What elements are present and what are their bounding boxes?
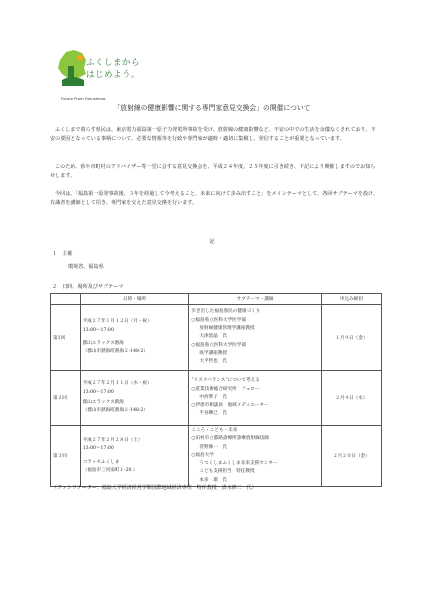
subtheme-title: こころ・こども・未来 (191, 427, 238, 433)
session-time: 13:00～17:00 (82, 446, 114, 452)
session-deadline: ２月２０日（金） (321, 426, 381, 487)
speaker-org: ○田村市立都路診療所診療放射線技師 (191, 436, 269, 442)
session-venue-address: （郡山市熱海町熱海２-148-2） (82, 408, 149, 414)
speaker-title: 疫学講座教授 (199, 350, 227, 356)
table-row (51, 426, 382, 487)
session-venue: 郡山ユラックス熱海 (82, 400, 124, 405)
session-subtheme (189, 426, 321, 487)
speaker-org: ○福島県立医科大学医学部 (191, 342, 246, 348)
session-subtheme (189, 371, 321, 426)
session-datetime-venue (80, 305, 189, 371)
session-time: 13:00～17:00 (82, 389, 114, 395)
facilitator-note: （ファシリテーター：福島大学経済経営学類国際地域経済専攻 特任教授 清水修二 氏） (52, 485, 257, 491)
fukushima-logo (56, 44, 166, 104)
session-label: 第３回 (51, 426, 81, 487)
section-schedule-heading: ２ 日時、場所及びサブテーマ (52, 284, 124, 290)
logo-text-line1: ふくしまから (86, 58, 141, 68)
session-label: 第２回 (51, 371, 81, 426)
logo-text-line2: はじめよう。 (86, 70, 141, 80)
table-row (51, 305, 382, 371)
session-datetime-venue (80, 426, 189, 487)
speaker-org: ○伊達市相談員 地域メディエーター (191, 403, 269, 409)
session-venue: 郡山ユラックス熱海 (82, 341, 124, 346)
speaker-org: ○福島大学 (191, 452, 214, 458)
session-date: 平成２７年１月１２日（月・祝） (82, 319, 152, 325)
speaker-title: こども支援担当 特任教授 (199, 469, 255, 475)
speaker-org: ○福島県立医科大学医学部 (191, 317, 246, 323)
table-header-row (51, 294, 382, 305)
table-header-subtheme: サブテーマ・講師 (189, 294, 321, 305)
table-header-blank (51, 294, 81, 305)
session-deadline: ２月４日（水） (321, 371, 381, 426)
fukushima-map-icon (56, 44, 88, 88)
paragraph-intro: ふくしまで暮らす県民は、東京電力福島第一原子力発電所事故を受け、放射線の健康影響など、不安の中での生活を余儀なくされており、不安の要因となっている事柄について、必要な情報等を行政や専門家が適時・適切に集積し、発信することが重要となっています。 (50, 127, 376, 143)
ki-heading: 記 (209, 239, 215, 245)
session-venue-address: （郡山市熱海町熱海２-148-2） (82, 349, 149, 355)
speaker-name: 大平哲也 氏 (199, 359, 227, 365)
table-row (51, 371, 382, 426)
speaker-dept: うつくしまふくしま未来支援センター (199, 461, 278, 467)
speaker-name: 半谷輝己 氏 (199, 411, 227, 417)
section-organizer-body: 環境省、福島県 (68, 264, 104, 270)
subtheme-title: “リスクバランス”について考える (191, 378, 260, 384)
paragraph-purpose: このため、県や市町村のアドバイザー等一堂に会する意見交換会を、平成２４年度、２５年度に引き続き、下記により開催しますのでお知らせします。 (50, 164, 376, 180)
schedule-table (50, 293, 382, 487)
speaker-name: 中西準子 氏 (199, 394, 227, 400)
session-datetime-venue (80, 371, 189, 426)
speaker-name: 菅野修一 氏 (199, 444, 227, 450)
table-header-datetime: 日時・場所 (80, 294, 189, 305)
session-subtheme (189, 305, 321, 371)
document-title: 「放射線の健康影響に関する専門家意見交換会」の開催について (113, 104, 311, 112)
speaker-org: ○産業技術総合研究所 フェロー (191, 386, 260, 392)
subtheme-title: 歩き出した福島県民の健康づくり (191, 309, 261, 315)
speaker-name: 大津留晶 氏 (199, 334, 227, 340)
speaker-title: 放射線健康管理学講座教授 (199, 326, 255, 332)
session-venue-address: （福島市三河南町１-20.） (82, 467, 138, 473)
session-deadline: １月９日（金） (321, 305, 381, 371)
table-header-deadline: 申込み締切 (321, 294, 381, 305)
session-venue: コラッセふくしま (82, 459, 120, 465)
session-date: 平成２７年２月２８日（土） (82, 437, 143, 443)
session-date: 平成２７年２月１１日（水・祝） (82, 381, 152, 387)
logo-tagline: Future From Fukushima. (61, 96, 107, 101)
session-time: 13:00～17:00 (82, 327, 114, 333)
speaker-name: 本多 環 氏 (199, 477, 227, 483)
section-organizer-heading: １ 主催 (52, 251, 73, 257)
session-label: 第1回 (51, 305, 81, 371)
paragraph-theme: 今回は、「福島第一原発事故後、３年を経過して今考えること、未来に向けて歩み出すこと」をメインテーマとして、各回サブテーマを設け、有識者を講師として招き、専門家を交えた意見交換を行います。 (50, 191, 379, 207)
